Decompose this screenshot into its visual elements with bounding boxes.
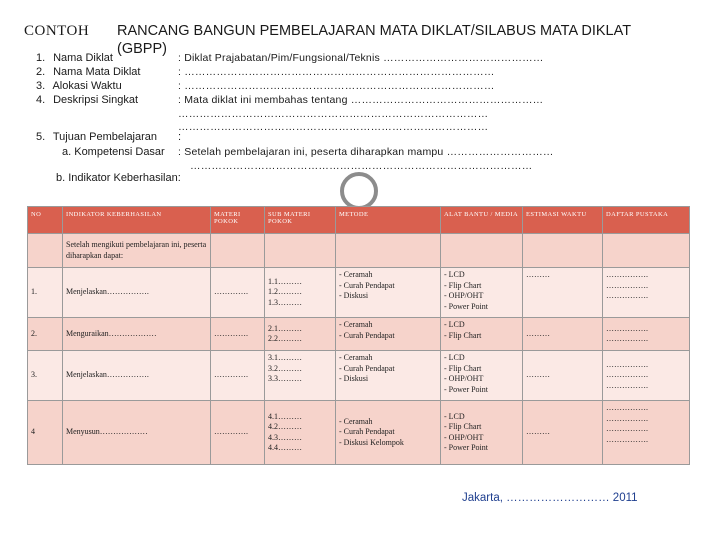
row-metode: - Ceramah - Curah Pendapat xyxy=(336,318,441,351)
row-materi: …………. xyxy=(211,351,265,401)
row-indikator: Menguraikan……………… xyxy=(63,318,211,351)
row-metode: - Ceramah - Curah Pendapat - Diskusi Kelompok xyxy=(336,401,441,465)
table-row xyxy=(28,351,690,401)
row-indikator: Menjelaskan……………. xyxy=(63,351,211,401)
table-row xyxy=(28,318,690,351)
field-3-label: 3. Alokasi Waktu xyxy=(36,80,122,92)
row-no: 4 xyxy=(28,401,63,465)
header-sub-materi: SUB MATERI POKOK xyxy=(265,207,336,234)
field-4-label: 4. Deskripsi Singkat xyxy=(36,94,139,106)
row-waktu: ……… xyxy=(523,351,603,401)
kompetensi-dasar-label: a. Kompetensi Dasar xyxy=(62,146,165,158)
row-indikator: Menyusun……………… xyxy=(63,401,211,465)
field-1-label: 1. Nama Diklat xyxy=(36,52,113,64)
ring-logo-icon xyxy=(340,172,378,210)
kompetensi-dasar-value: : Setelah pembelajaran ini, peserta diharapkan mampu ………………………… xyxy=(178,146,554,158)
table-row-intro xyxy=(28,234,690,268)
field-1-value: : Diklat Prajabatan/Pim/Fungsional/Teknis ……………………………………… xyxy=(178,52,544,64)
row-materi: …………. xyxy=(211,268,265,318)
header-pustaka: DAFTAR PUSTAKA xyxy=(603,207,690,234)
row-sub-materi: 3.1……… 3.2……… 3.3……… xyxy=(265,351,336,401)
row-sub-materi: 4.1……… 4.2……… 4.3……… 4.4……… xyxy=(265,401,336,465)
row-no: 2. xyxy=(28,318,63,351)
title-line-2: (GBPP) xyxy=(117,41,167,57)
row-pustaka: ……………. ……………. ……………. ……………. xyxy=(603,401,690,465)
row-pustaka: ……………. ……………. ……………. xyxy=(603,268,690,318)
header-no: NO xyxy=(28,207,63,234)
row-materi: …………. xyxy=(211,401,265,465)
row-no: 3. xyxy=(28,351,63,401)
kompetensi-dasar-value-cont: …………………………………………………………………………………… xyxy=(190,160,533,172)
field-4-value-cont-1: …………………………………………………………………………… xyxy=(178,108,489,120)
field-3-value: : …………………………………………………………………………… xyxy=(178,80,495,92)
header-waktu: ESTIMASI WAKTU xyxy=(523,207,603,234)
header-materi: MATERI POKOK xyxy=(211,207,265,234)
row-metode: - Ceramah - Curah Pendapat - Diskusi xyxy=(336,268,441,318)
indikator-keberhasilan-label: b. Indikator Keberhasilan: xyxy=(56,172,181,184)
row-sub-materi: 1.1……… 1.2……… 1.3……… xyxy=(265,268,336,318)
row-materi: …………. xyxy=(211,318,265,351)
row-media: - LCD - Flip Chart - OHP/OHT - Power Point xyxy=(441,401,523,465)
row-media: - LCD - Flip Chart - OHP/OHT - Power Point xyxy=(441,268,523,318)
table-row xyxy=(28,268,690,318)
row-pustaka: ……………. ……………. ……………. xyxy=(603,351,690,401)
row-indikator: Menjelaskan……………. xyxy=(63,268,211,318)
row-media: - LCD - Flip Chart xyxy=(441,318,523,351)
row-waktu: ……… xyxy=(523,318,603,351)
field-4-value-cont-2: …………………………………………………………………………… xyxy=(178,121,489,133)
header-metode: METODE xyxy=(336,207,441,234)
place-date: Jakarta, ……………………… 2011 xyxy=(462,492,638,504)
row-waktu: ……… xyxy=(523,401,603,465)
field-4-value: : Mata diklat ini membahas tentang ……………………………………………… xyxy=(178,94,544,106)
row-media: - LCD - Flip Chart - OHP/OHT - Power Point xyxy=(441,351,523,401)
field-2-value: : …………………………………………………………………………… xyxy=(178,66,495,78)
field-2-label: 2. Nama Mata Diklat xyxy=(36,66,141,78)
table-header-row xyxy=(28,207,690,234)
row-waktu: ……… xyxy=(523,268,603,318)
row-pustaka: ……………. ……………. xyxy=(603,318,690,351)
header-indikator: INDIKATOR KEBERHASILAN xyxy=(63,207,211,234)
row-no: 1. xyxy=(28,268,63,318)
row-sub-materi: 2.1……… 2.2……… xyxy=(265,318,336,351)
row-metode: - Ceramah - Curah Pendapat - Diskusi xyxy=(336,351,441,401)
table-row xyxy=(28,401,690,465)
contoh-label: CONTOH xyxy=(24,23,90,39)
intro-text: Setelah mengikuti pembelajaran ini, peserta diharapkan dapat: xyxy=(63,234,211,268)
field-5-colon: : xyxy=(178,131,182,143)
title-line-1: RANCANG BANGUN PEMBELAJARAN MATA DIKLAT/SILABUS MATA DIKLAT xyxy=(117,23,632,39)
header-media: ALAT BANTU / MEDIA xyxy=(441,207,523,234)
syllabus-table xyxy=(27,206,690,465)
field-5-label: 5. Tujuan Pembelajaran xyxy=(36,131,158,143)
